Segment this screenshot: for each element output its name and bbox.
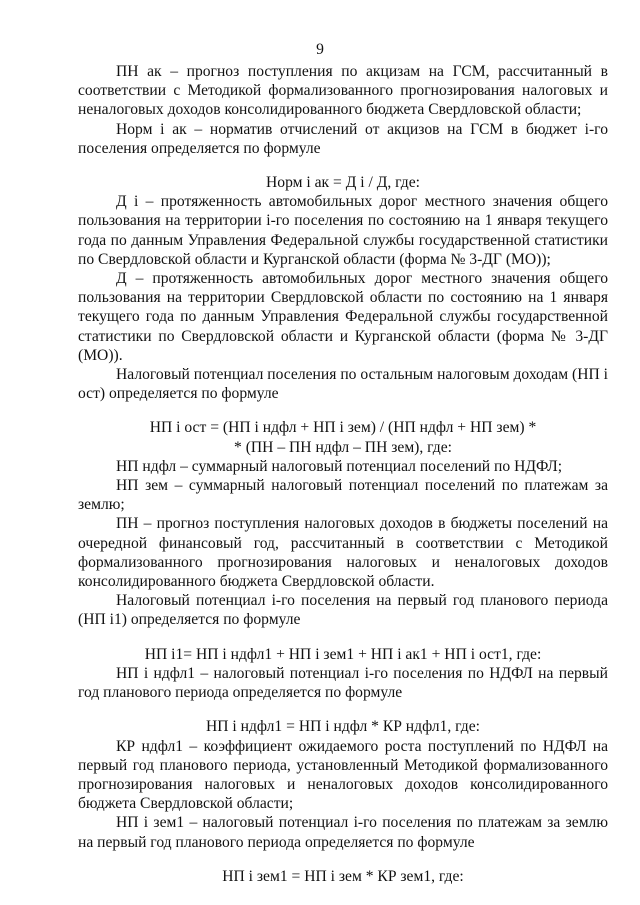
- formula: НП і ост = (НП і ндфл + НП і зем) / (НП ндфл + НП зем) *: [149, 419, 537, 437]
- paragraph: ПН ак – прогноз поступления по акцизам на ГСМ, рассчитанный в соответствии с Методикой формализованного прогнозирования налоговых и неналоговых доходов консолидированного бюджета Свердловской области;: [78, 63, 608, 119]
- paragraph: НП і зем1 – налоговый потенциал і-го поселения по платежам за землю на первый год планового периода определяется по формуле: [78, 814, 608, 851]
- document-body: [78, 62, 608, 886]
- formula: * (ПН – ПН ндфл – ПН зем), где:: [234, 438, 452, 456]
- paragraph: Д і – протяженность автомобильных дорог местного значения общего пользования на территории і-го поселения по состоянию на 1 января текущего года по данным Управления Федеральной службы государственной статистики по Свердловской области и Курганской области (форма № 3-ДГ (МО));: [78, 193, 608, 268]
- formula: НП і1= НП і ндфл1 + НП і зем1 + НП і ак1 + НП і ост1, где:: [144, 645, 542, 663]
- formula: НП і зем1 = НП і зем * КР зем1, где:: [222, 867, 464, 885]
- paragraph: НП зем – суммарный налоговый потенциал поселений по платежам за землю;: [78, 477, 608, 514]
- paragraph: НП ндфл – суммарный налоговый потенциал поселений по НДФЛ;: [116, 457, 563, 475]
- paragraph: НП і ндфл1 – налоговый потенциал і-го поселения по НДФЛ на первый год планового периода определяется по формуле: [78, 664, 608, 702]
- paragraph: Налоговый потенциал поселения по остальным налоговым доходам (НП і ост) определяется по формуле: [78, 366, 608, 403]
- paragraph: ПН – прогноз поступления налоговых доходов в бюджеты поселений на очередной финансовый год, рассчитанный в соответствии с Методикой формализованного прогнозирования налоговых и неналоговых доходов консолидированного бюджета Свердловской области.: [78, 515, 608, 591]
- paragraph: Норм і ак – норматив отчислений от акцизов на ГСМ в бюджет і-го поселения определяется по формуле: [78, 120, 608, 157]
- paragraph: Налоговый потенциал і-го поселения на первый год планового периода (НП і1) определяется по формуле: [78, 592, 608, 629]
- formula: НП і ндфл1 = НП і ндфл * КР ндфл1, где:: [206, 718, 480, 736]
- page-number: 9: [316, 41, 324, 58]
- paragraph: Д – протяженность автомобильных дорог местного значения общего пользования на территории Свердловской области по состоянию на 1 января текущего года по данным Управления Федеральной службы государственной статистики по Свердловской области и Курганской области (форма № 3-ДГ (МО)).: [78, 270, 608, 364]
- paragraph: КР ндфл1 – коэффициент ожидаемого роста поступлений по НДФЛ на первый год планового периода, установленный Методикой формализованного прогнозирования налоговых и неналоговых доходов консолидированного бюджета Свердловской области;: [78, 737, 608, 813]
- formula: Норм і ак = Д і / Д, где:: [266, 174, 420, 192]
